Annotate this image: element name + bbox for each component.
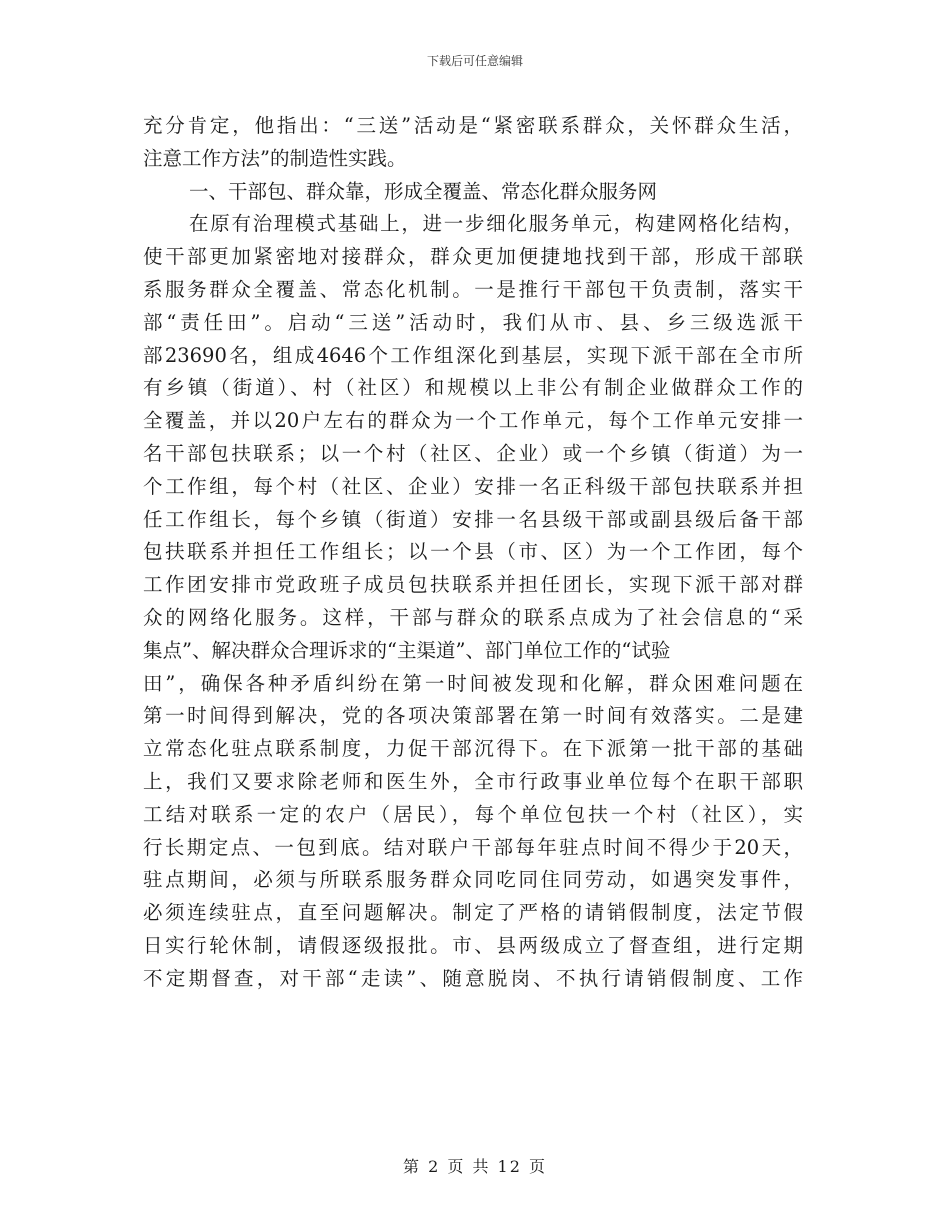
text-line: 第一时间得到解决，党的各项决策部署在第一时间有效落实。二是建 — [143, 704, 803, 728]
page-header: 下载后可任意编辑 — [426, 54, 523, 68]
text-line: 必须连续驻点，直至问题解决。制定了严格的请销假制度，法定节假 — [143, 901, 803, 925]
text-line: 田”，确保各种矛盾纠纷在第一时间被发现和化解，群众困难问题在 — [143, 671, 803, 695]
text-line: 工作团安排市党政班子成员包扶联系并担任团长，实现下派干部对群 — [143, 573, 803, 597]
section-heading: 一、干部包、群众靠，形成全覆盖、常态化群众服务网 — [189, 179, 658, 203]
page-number-footer: 第 2 页 共 12 页 — [403, 1157, 547, 1176]
text-line: 日实行轮休制，请假逐级报批。市、县两级成立了督查组，进行定期 — [143, 933, 803, 957]
text-line: 驻点期间，必须与所联系服务群众同吃同住同劳动，如遇突发事件， — [143, 868, 803, 892]
text-line: 个工作组，每个村（社区、企业）安排一名正科级干部包扶联系并担 — [143, 474, 803, 498]
text-line: 工结对联系一定的农户（居民），每个单位包扶一个村（社区），实 — [143, 802, 803, 826]
text-line: 包扶联系并担任工作组长；以一个县（市、区）为一个工作团，每个 — [143, 540, 803, 564]
text-line: 众的网络化服务。这样，干部与群众的联系点成为了社会信息的“采 — [143, 605, 803, 629]
text-line: 行长期定点、一包到底。结对联户干部每年驻点时间不得少于20天， — [143, 835, 803, 859]
text-line: 系服务群众全覆盖、常态化机制。一是推行干部包干负责制，落实干 — [143, 277, 803, 301]
text-line: 全覆盖，并以20户左右的群众为一个工作单元，每个工作单元安排一 — [143, 409, 803, 433]
text-line: 名干部包扶联系；以一个村（社区、企业）或一个乡镇（街道）为一 — [143, 441, 803, 465]
document-body — [143, 110, 803, 996]
text-line: 任工作组长，每个乡镇（街道）安排一名县级干部或副县级后备干部 — [143, 507, 803, 531]
text-line: 部“责任田”。启动“三送”活动时，我们从市、县、乡三级选派干 — [143, 310, 803, 334]
text-line: 部23690名，组成4646个工作组深化到基层，实现下派干部在全市所 — [143, 343, 803, 367]
text-line: 上，我们又要求除老师和医生外，全市行政事业单位每个在职干部职 — [143, 769, 803, 793]
text-line: 有乡镇（街道）、村（社区）和规模以上非公有制企业做群众工作的 — [143, 376, 803, 400]
paragraph-first-line: 在原有治理模式基础上，进一步细化服务单元，构建网格化结构， — [189, 212, 803, 236]
text-line: 立常态化驻点联系制度，力促干部沉得下。在下派第一批干部的基础 — [143, 737, 803, 761]
text-line: 使干部更加紧密地对接群众，群众更加便捷地找到干部，形成干部联 — [143, 245, 803, 269]
text-line: 集点”、解决群众合理诉求的“主渠道”、部门单位工作的“试验 — [143, 638, 671, 662]
text-line: 注意工作方法”的制造性实践。 — [143, 146, 407, 170]
text-line: 充分肯定，他指出：“三送”活动是“紧密联系群众，关怀群众生活， — [143, 114, 803, 137]
text-line: 不定期督查，对干部“走读”、随意脱岗、不执行请销假制度、工作 — [143, 966, 803, 990]
